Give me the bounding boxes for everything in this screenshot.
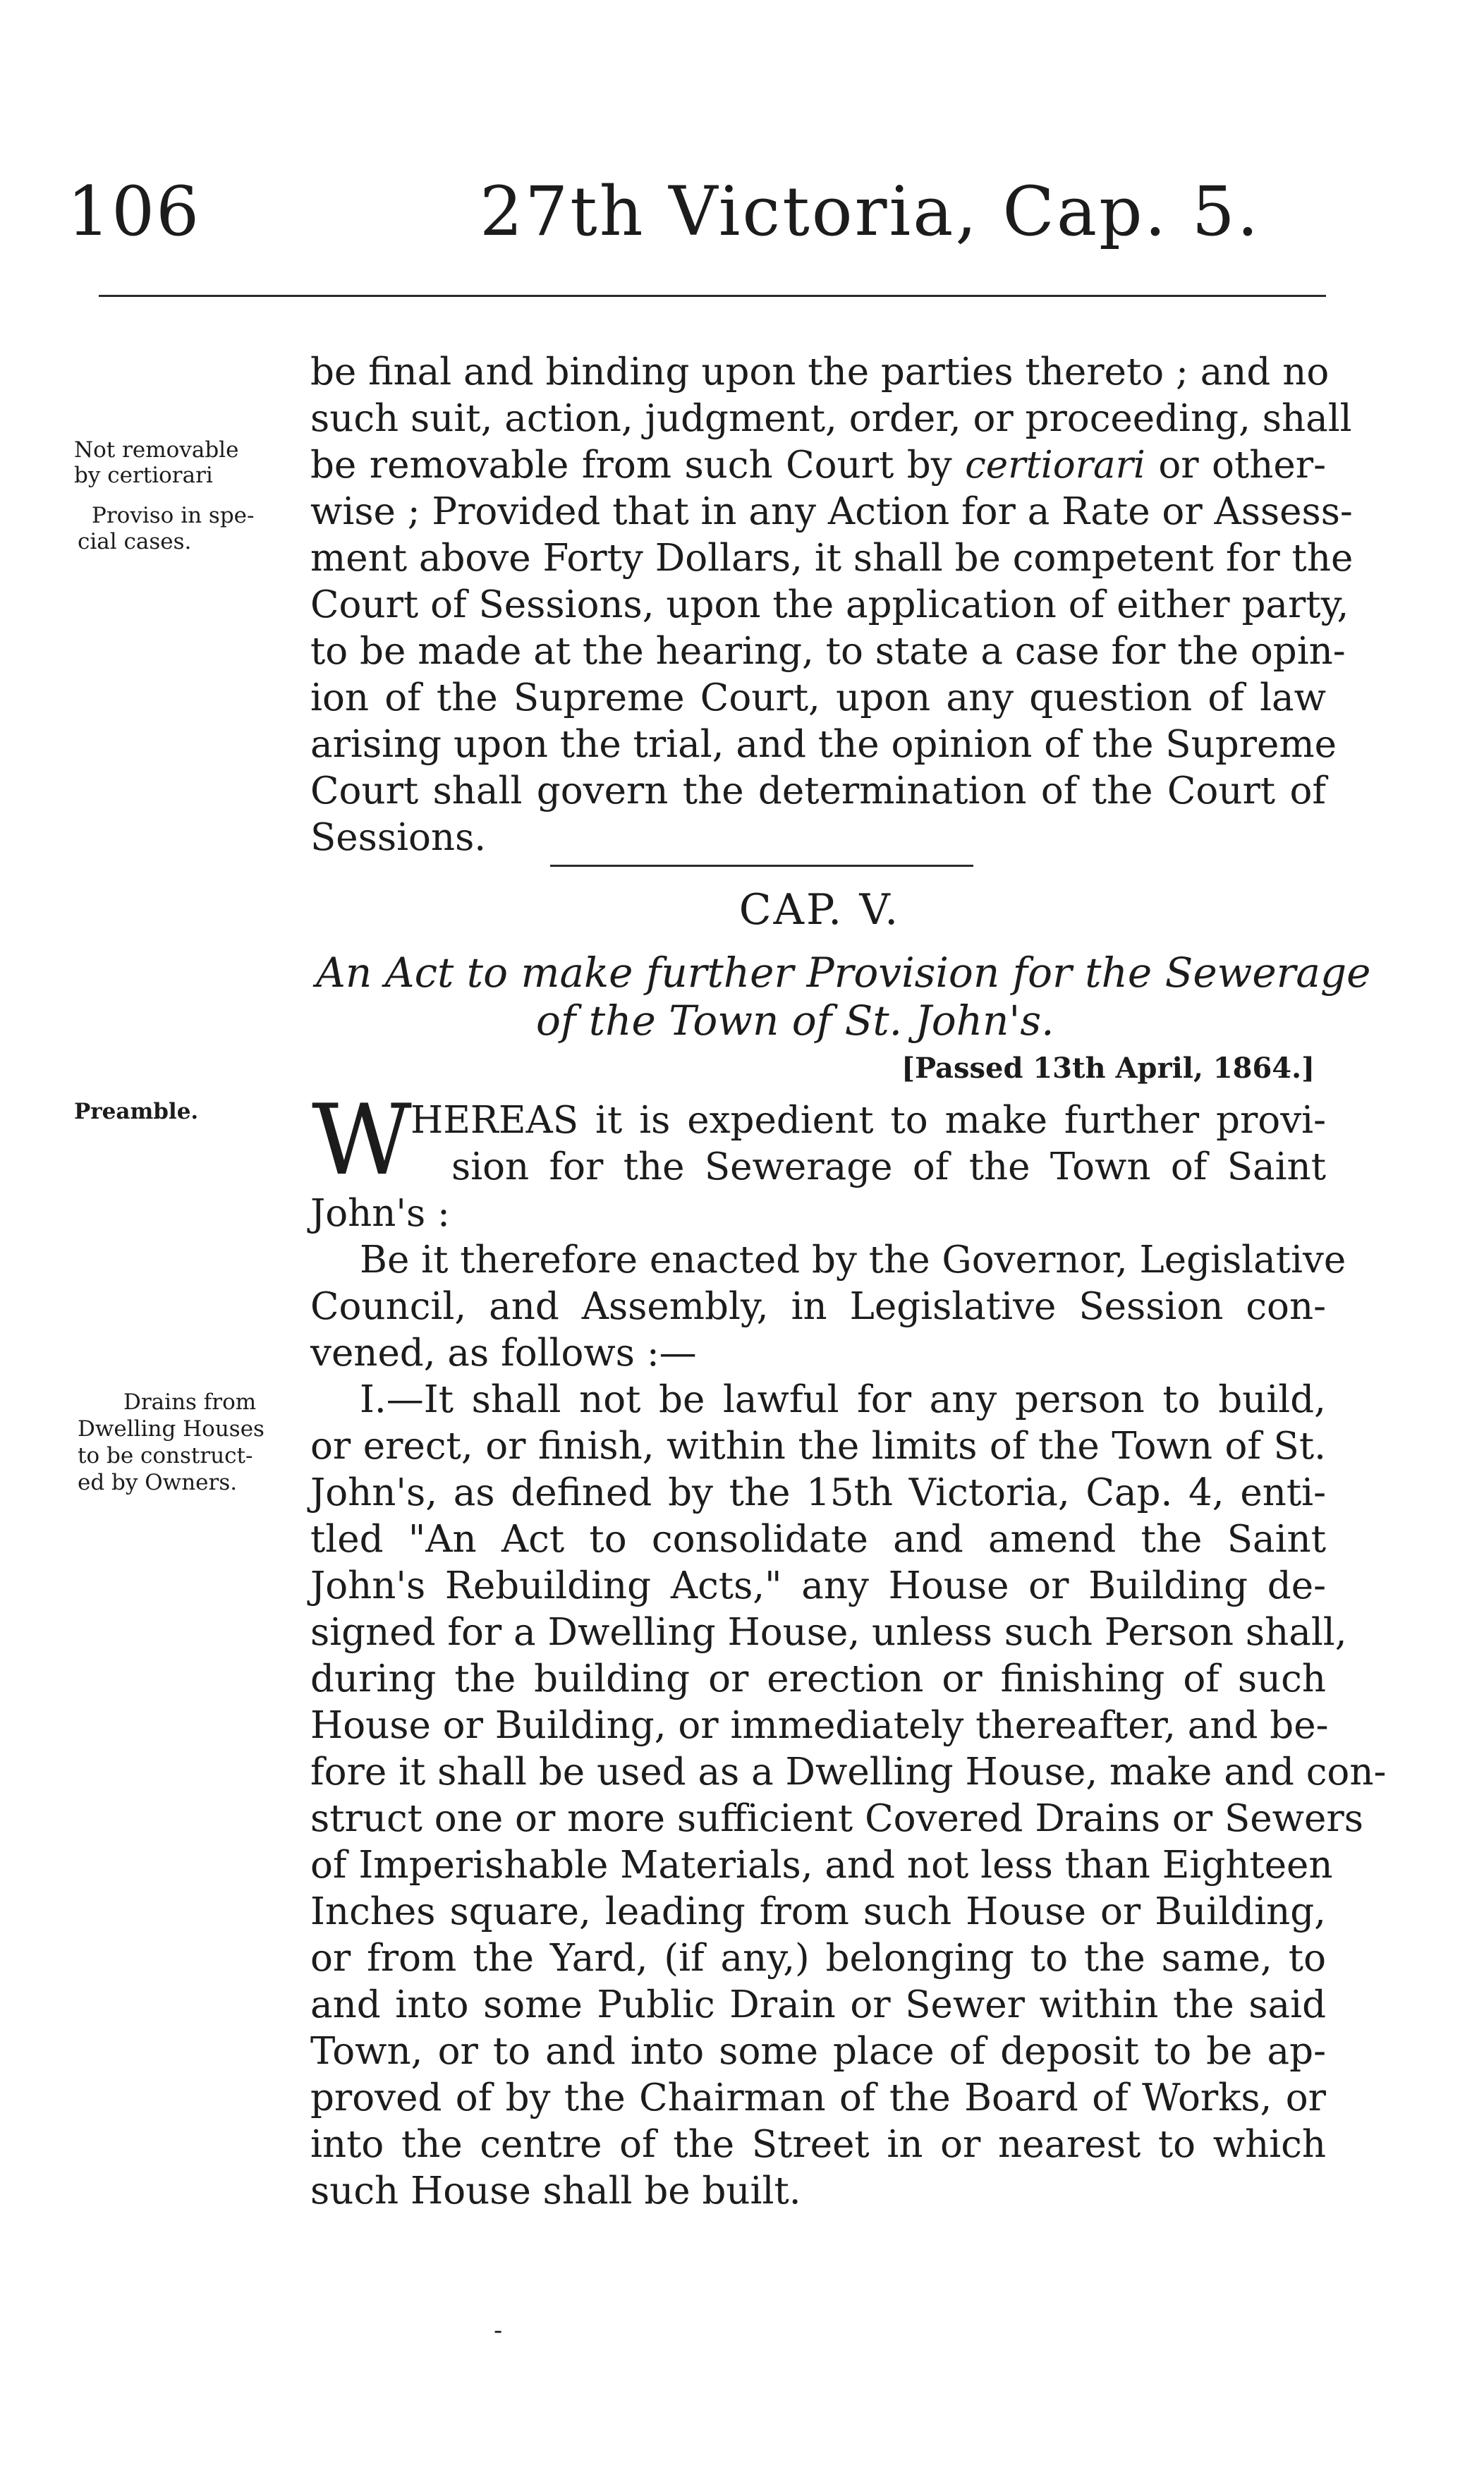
section-line: or from the Yard, (if any,) belonging to the same, to xyxy=(310,1937,1326,1980)
section-line: John's Rebuilding Acts," any House or Building de- xyxy=(310,1564,1326,1607)
section-line: of Imperishable Materials, and not less than Eighteen xyxy=(310,1844,1333,1887)
body-line: be final and binding upon the parties thereto ; and no xyxy=(310,351,1330,394)
margin-note-drains-line-1: Drains from xyxy=(123,1389,257,1415)
section-line: Inches square, leading from such House or Building, xyxy=(310,1890,1326,1933)
chapter-heading: CAP. V. xyxy=(738,885,901,935)
section-line: during the building or erection or finishing of such xyxy=(310,1657,1326,1701)
footer-mark: - xyxy=(494,2316,503,2345)
section-line: into the centre of the Street in or nearest to which xyxy=(310,2123,1326,2166)
enacting-line: Council, and Assembly, in Legislative Session con- xyxy=(310,1285,1326,1328)
enacting-line: Be it therefore enacted by the Governor, Legislative xyxy=(360,1239,1346,1282)
page-number: 106 xyxy=(67,172,201,251)
body-line: such suit, action, judgment, order, or proceeding, shall xyxy=(310,397,1352,440)
preamble-line-3: John's : xyxy=(310,1192,450,1235)
body-line: ment above Forty Dollars, it shall be competent for the xyxy=(310,537,1354,580)
section-line: or erect, or finish, within the limits of the Town of St. xyxy=(310,1425,1326,1468)
body-line: Court shall govern the determination of the Court of xyxy=(310,769,1326,813)
running-title: 27th Victoria, Cap. 5. xyxy=(480,172,1261,251)
act-title-line-1: An Act to make further Provision for the Sewerage xyxy=(316,949,1371,997)
section-line: signed for a Dwelling House, unless such Person shall, xyxy=(310,1611,1347,1654)
section-line: fore it shall be used as a Dwelling House, make and con- xyxy=(310,1751,1387,1794)
margin-note-preamble: Preamble. xyxy=(74,1099,199,1124)
margin-note-not-removable-line-1: Not removable xyxy=(74,437,239,463)
margin-note-proviso-line-2: cial cases. xyxy=(78,529,192,554)
header-rule xyxy=(99,295,1326,297)
body-line: Sessions. xyxy=(310,816,487,859)
section-line: struct one or more sufficient Covered Drains or Sewers xyxy=(310,1797,1363,1840)
preamble-line-1: HEREAS it is expedient to make further provi- xyxy=(410,1099,1326,1142)
certiorari-italic: certiorari xyxy=(965,444,1145,487)
margin-note-drains-line-4: ed by Owners. xyxy=(78,1470,238,1495)
preamble-line-2: sion for the Sewerage of the Town of Saint xyxy=(451,1145,1326,1188)
section-line: and into some Public Drain or Sewer within the said xyxy=(310,1983,1326,2026)
body-line: ion of the Supreme Court, upon any question of law xyxy=(310,676,1326,719)
body-line: arising upon the trial, and the opinion of the Supreme xyxy=(310,723,1337,766)
section-line: I.—It shall not be lawful for any person to build, xyxy=(360,1378,1326,1421)
act-title-line-2: of the Town of St. John's. xyxy=(536,997,1054,1045)
margin-note-drains-line-2: Dwelling Houses xyxy=(78,1416,264,1442)
body-line: wise ; Provided that in any Action for a Rate or Assess- xyxy=(310,490,1353,533)
passed-date-note: [Passed 13th April, 1864.] xyxy=(901,1052,1315,1085)
body-line-certiorari xyxy=(310,442,1326,489)
margin-note-drains-line-3: to be construct- xyxy=(78,1443,253,1468)
enacting-line: vened, as follows :— xyxy=(310,1332,697,1375)
section-line: Town, or to and into some place of deposit to be ap- xyxy=(310,2030,1326,2073)
drop-cap: W xyxy=(312,1083,412,1197)
section-line: John's, as defined by the 15th Victoria, Cap. 4, enti- xyxy=(310,1471,1326,1514)
certiorari-after: or other- xyxy=(1145,444,1327,487)
section-line: proved of by the Chairman of the Board of Works, or xyxy=(310,2076,1326,2119)
section-rule xyxy=(550,865,973,867)
certiorari-before: be removable from such Court by xyxy=(310,444,966,487)
section-line: such House shall be built. xyxy=(310,2170,801,2213)
section-line: House or Building, or immediately thereafter, and be- xyxy=(310,1704,1329,1747)
body-line: Court of Sessions, upon the application of either party, xyxy=(310,583,1349,626)
section-line: tled "An Act to consolidate and amend the Saint xyxy=(310,1518,1326,1561)
body-line: to be made at the hearing, to state a case for the opin- xyxy=(310,630,1346,673)
margin-note-not-removable-line-2: by certiorari xyxy=(74,463,213,488)
margin-note-proviso-line-1: Proviso in spe- xyxy=(92,503,255,528)
